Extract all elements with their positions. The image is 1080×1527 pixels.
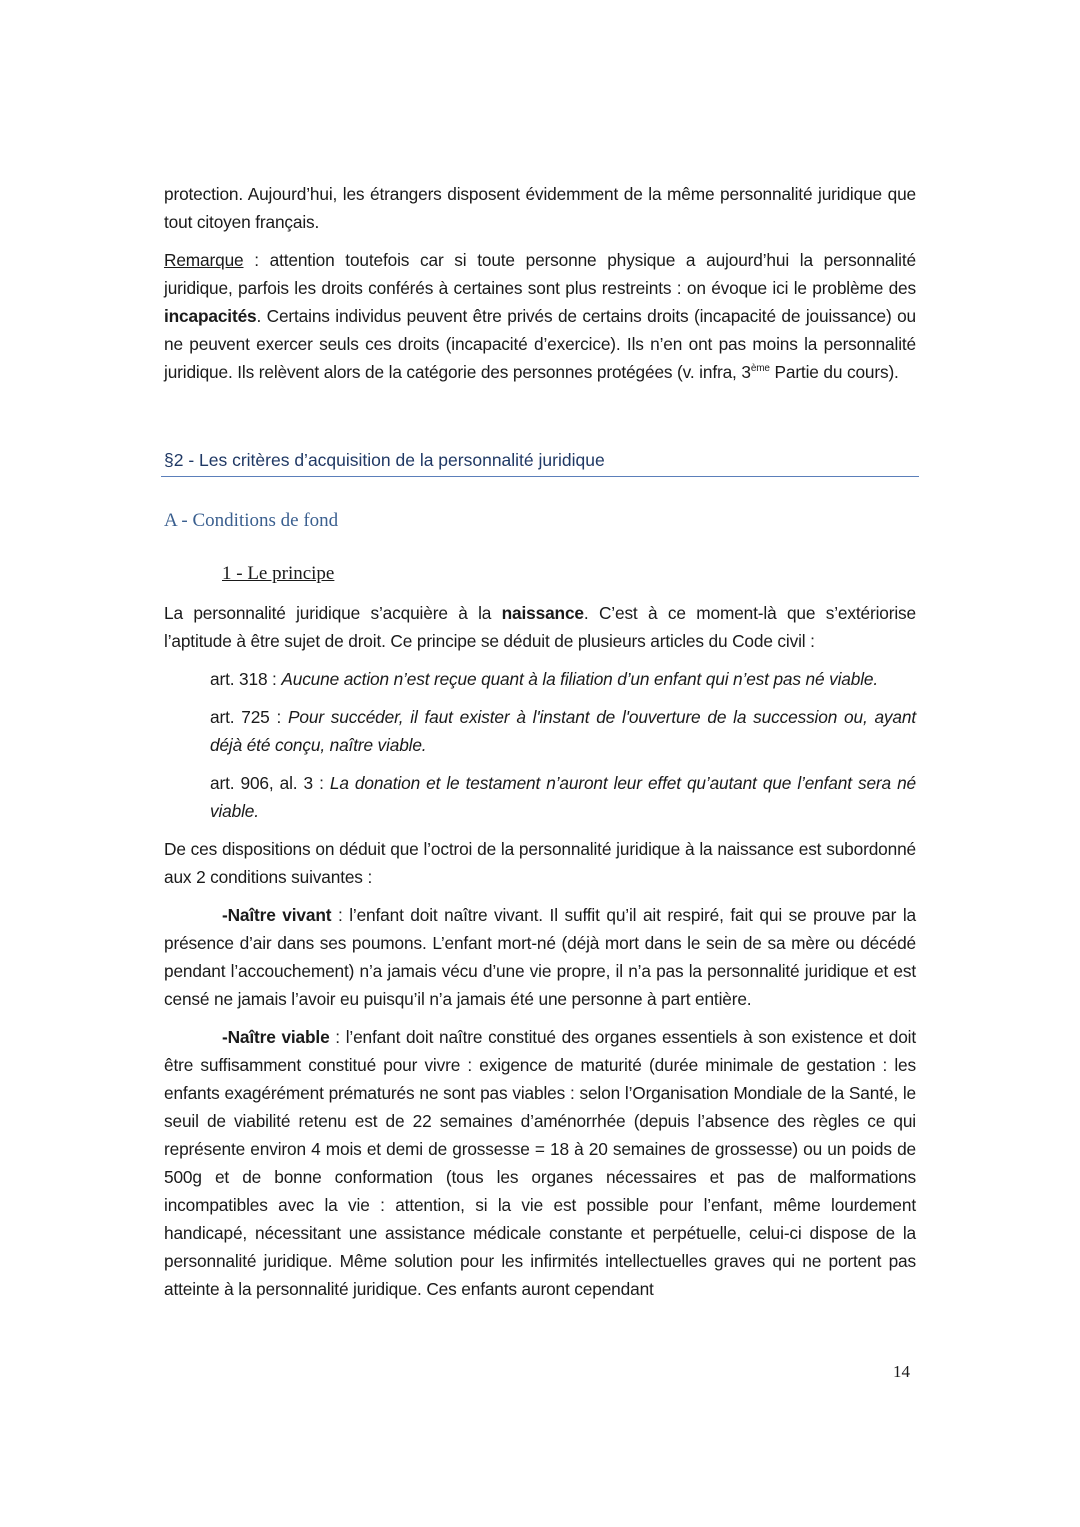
section-divider — [161, 476, 919, 477]
page-number: 14 — [893, 1362, 910, 1381]
intro-paragraph: protection. Aujourd’hui, les étrangers disposent évidemment de la même personnalité juridique que tout citoyen français. — [164, 184, 916, 232]
condition-naitre-vivant: -Naître vivant : l’enfant doit naître vivant. Il suffit qu’il ait respiré, fait qui se prouve par la présence d’air dans ses poumons. L’enfant mort-né (déjà mort dans le sein de sa mère ou décédé pendant l’accouchement) n’a jamais vécu d’une vie propre, il n’a pas la personnalité juridique et est censé ne jamais l’avoir eu puisqu’il n’a jamais été une personne à part entière. — [164, 905, 916, 1009]
naissance-term: naissance — [501, 603, 584, 623]
principle-paragraph: La personnalité juridique s’acquière à la naissance. C’est à ce moment-là que s’extériorise l’aptitude à être sujet de droit. Ce principe se déduit de plusieurs articles du Code civil : — [164, 603, 916, 651]
article-906: art. 906, al. 3 : La donation et le testament n’auront leur effet qu’autant que l’enfant sera né viable. — [210, 773, 917, 821]
incapacites-term: incapacités — [164, 306, 257, 326]
remark-label: Remarque — [164, 250, 244, 270]
article-318: art. 318 : Aucune action n’est reçue quant à la filiation d’un enfant qui n’est pas né viable. — [210, 669, 879, 689]
section-heading: §2 - Les critères d’acquisition de la personnalité juridique — [164, 450, 605, 470]
remark-paragraph: Remarque : attention toutefois car si toute personne physique a aujourd’hui la personnalité juridique, parfois les droits conférés à certaines sont plus restreints : on évoque ici le problème des incapacités. Certains individus peuvent être privés de certains droits (incapacité de jouissance) ou ne peuvent exercer seuls ces droits (incapacité d’exercice). Ils n’en ont pas moins la personnalité juridique. Ils relèvent alors de la catégorie des personnes protégées (v. infra, 3ème Partie du cours). — [164, 250, 916, 382]
conclusion-paragraph: De ces dispositions on déduit que l’octroi de la personnalité juridique à la naissance est subordonné aux 2 conditions suivantes : — [164, 839, 916, 887]
principle-block — [164, 599, 916, 1303]
intro-block — [164, 180, 916, 386]
subsection-heading: A - Conditions de fond — [164, 510, 339, 531]
condition-naitre-viable: -Naître viable : l’enfant doit naître constitué des organes essentiels à son existence et doit être suffisamment constitué pour vivre : exigence de maturité (durée minimale de gestation : les enfants exagérément prématurés ne sont pas viables : selon l’Organisation Mondiale de la Santé, le seuil de viabilité retenu est de 22 semaines d’aménorrhée (depuis l’absence des règles ce qui représente environ 4 mois et demi de grossesse = 18 à 20 semaines de grossesse) ou un poids de 500g et de bonne conformation (tous les organes nécessaires et pas de malformations incompatibles avec la vie : attention, si la vie est possible pour l’enfant, même lourdement handicapé, nécessitant une assistance médicale constante et perpétuelle, celui-ci dispose de la personnalité juridique. Même solution pour les infirmités intellectuelles graves qui ne portent pas atteinte à la personnalité juridique. Ces enfants auront cependant — [164, 1027, 917, 1299]
subsubsection-heading: 1 - Le principe — [222, 563, 335, 584]
article-725: art. 725 : Pour succéder, il faut exister à l'instant de l'ouverture de la succession ou, ayant déjà été conçu, naître viable. — [210, 707, 917, 755]
